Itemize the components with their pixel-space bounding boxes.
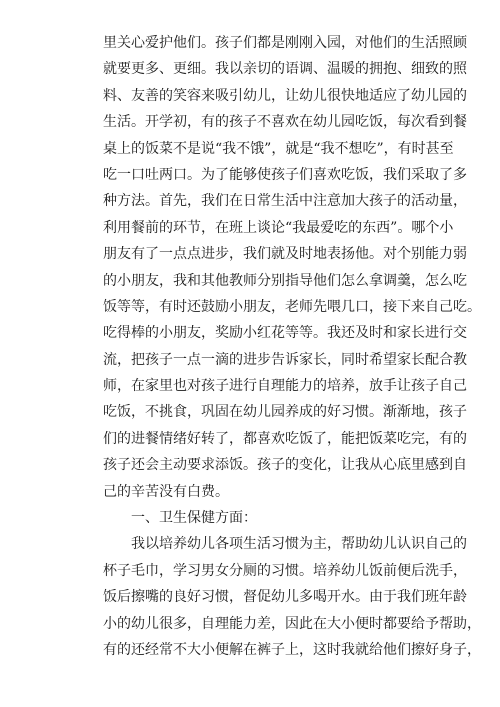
paragraph-line: 我以培养幼儿各项生活习惯为主，帮助幼儿认识自己的 [131,536,467,553]
paragraph-line: 己的辛苦没有白费。 [103,483,229,500]
paragraph-line: 的小朋友，我和其他教师分别指导他们怎么拿调羹，怎么吃 [103,272,467,289]
paragraph-line: 饭等等，有时还鼓励小朋友，老师先喂几口，接下来自己吃。 [103,298,481,315]
paragraph-line: 料、友善的笑容来吸引幼儿，让幼儿很快地适应了幼儿园的 [103,87,467,104]
paragraph-line: 有的还经常不大小便解在裤子上，这时我就给他们擦好身子， [103,641,481,658]
paragraph-line: 饭后擦嘴的良好习惯，督促幼儿多喝开水。由于我们班年龄 [103,589,467,606]
section-heading: 一、卫生保健方面： [131,510,257,527]
paragraph-line: 桌上的饭菜不是说“我不饿”，就是“我不想吃”，有时甚至 [103,140,454,157]
paragraph-line: 流，把孩子一点一滴的进步告诉家长，同时希望家长配合教 [103,351,467,368]
paragraph-line: 吃一口吐两口。为了能够使孩子们喜欢吃饭，我们采取了多 [103,166,467,183]
document-body [103,30,481,663]
paragraph-line: 生活。开学初，有的孩子不喜欢在幼儿园吃饭，每次看到餐 [103,114,467,131]
paragraph-line: 师，在家里也对孩子进行自理能力的培养，放手让孩子自己 [103,378,467,395]
paragraph-line: 利用餐前的环节，在班上谈论“我最爱吃的东西”。哪个小 [103,219,454,236]
paragraph-line: 吃饭，不挑食，巩固在幼儿园养成的好习惯。渐渐地，孩子 [103,404,467,421]
paragraph-line: 们的进餐情绪好转了，都喜欢吃饭了，能把饭菜吃完，有的 [103,430,467,447]
paragraph-line: 里关心爱护他们。孩子们都是刚刚入园，对他们的生活照顾 [103,35,467,51]
paragraph-line: 种方法。首先，我们在日常生活中注意加大孩子的活动量， [103,193,467,210]
paragraph-line: 杯子毛巾，学习男女分厕的习惯。培养幼儿饭前便后洗手， [103,562,467,579]
paragraph-line: 就要更多、更细。我以亲切的语调、温暖的拥抱、细致的照 [103,61,467,78]
paragraph-line: 朋友有了一点点进步，我们就及时地表扬他。对个别能力弱 [103,246,467,263]
paragraph-line: 孩子还会主动要求添饭。孩子的变化，让我从心底里感到自 [103,457,467,474]
paragraph-line: 小的幼儿很多，自理能力差，因此在大小便时都要给予帮助， [103,615,481,632]
paragraph-line: 吃得棒的小朋友，奖励小红花等等。我还及时和家长进行交 [103,325,467,342]
